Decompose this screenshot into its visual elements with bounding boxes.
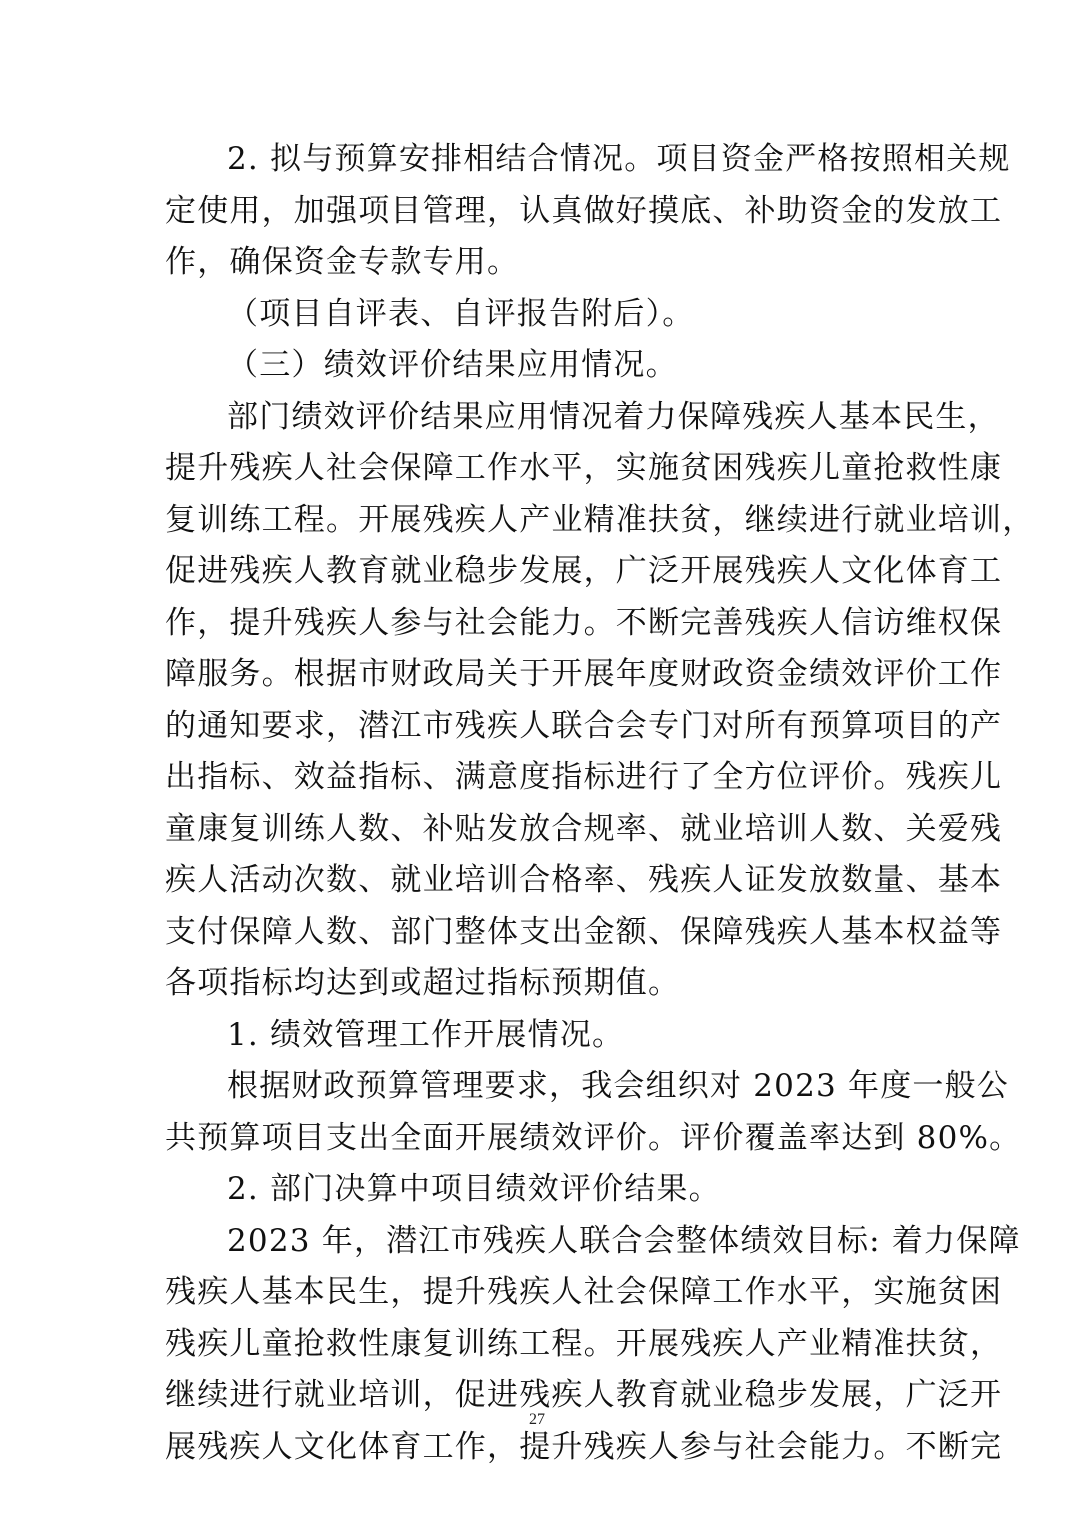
text-line: 疾人活动次数、就业培训合格率、残疾人证发放数量、基本 xyxy=(165,862,1003,898)
text-line: 各项指标均达到或超过指标预期值。 xyxy=(165,965,681,1001)
text-line: 2. 拟与预算安排相结合情况。项目资金严格按照相关规 xyxy=(227,141,1011,177)
text-line: 促进残疾人教育就业稳步发展，广泛开展残疾人文化体育工 xyxy=(165,553,1003,589)
text-line: 1. 绩效管理工作开展情况。 xyxy=(227,1016,625,1053)
text-line: 复训练工程。开展残疾人产业精准扶贫，继续进行就业培训， xyxy=(165,501,1035,538)
text-line: 2. 部门决算中项目绩效评价结果。 xyxy=(227,1171,721,1207)
page-number: 27 xyxy=(529,1411,545,1428)
text-line: 残疾儿童抢救性康复训练工程。开展残疾人产业精准扶贫， xyxy=(165,1325,1003,1362)
text-line: 作，确保资金专款专用。 xyxy=(165,244,520,280)
text-line: 出指标、效益指标、满意度指标进行了全方位评价。残疾儿 xyxy=(165,759,1003,795)
text-line: （三）绩效评价结果应用情况。 xyxy=(227,347,678,383)
text-line: 定使用，加强项目管理，认真做好摸底、补助资金的发放工 xyxy=(165,192,1003,229)
paragraph xyxy=(165,289,913,341)
text-line: 2023 年，潜江市残疾人联合会整体绩效目标: 着力保障 xyxy=(227,1222,1021,1259)
paragraph xyxy=(165,340,913,392)
text-line: 残疾人基本民生，提升残疾人社会保障工作水平，实施贫困 xyxy=(165,1274,1003,1310)
text-line: 共预算项目支出全面开展绩效评价。评价覆盖率达到 80%。 xyxy=(165,1119,1022,1156)
paragraph xyxy=(165,1061,1022,1164)
paragraph xyxy=(165,134,1011,289)
text-line: 继续进行就业培训，促进残疾人教育就业稳步发展，广泛开 xyxy=(165,1377,1003,1413)
text-line: （项目自评表、自评报告附后）。 xyxy=(227,295,695,332)
paragraph xyxy=(165,1216,1021,1474)
document-body xyxy=(165,134,1035,1473)
text-line: 的通知要求，潜江市残疾人联合会专门对所有预算项目的产 xyxy=(165,707,1003,744)
paragraph xyxy=(165,1010,913,1062)
paragraph xyxy=(165,1164,913,1216)
text-line: 根据财政预算管理要求，我会组织对 2023 年度一般公 xyxy=(227,1068,1009,1104)
text-line: 支付保障人数、部门整体支出金额、保障残疾人基本权益等 xyxy=(165,913,1003,950)
text-line: 部门绩效评价结果应用情况着力保障残疾人基本民生， xyxy=(227,398,1000,435)
paragraph xyxy=(165,392,1035,1010)
text-line: 障服务。根据市财政局关于开展年度财政资金绩效评价工作 xyxy=(165,656,1003,692)
text-line: 展残疾人文化体育工作，提升残疾人参与社会能力。不断完 xyxy=(165,1428,1003,1465)
text-line: 提升残疾人社会保障工作水平，实施贫困残疾儿童抢救性康 xyxy=(165,450,1003,486)
text-line: 童康复训练人数、补贴发放合规率、就业培训人数、关爱残 xyxy=(165,810,1003,847)
text-line: 作，提升残疾人参与社会能力。不断完善残疾人信访维权保 xyxy=(165,604,1003,641)
